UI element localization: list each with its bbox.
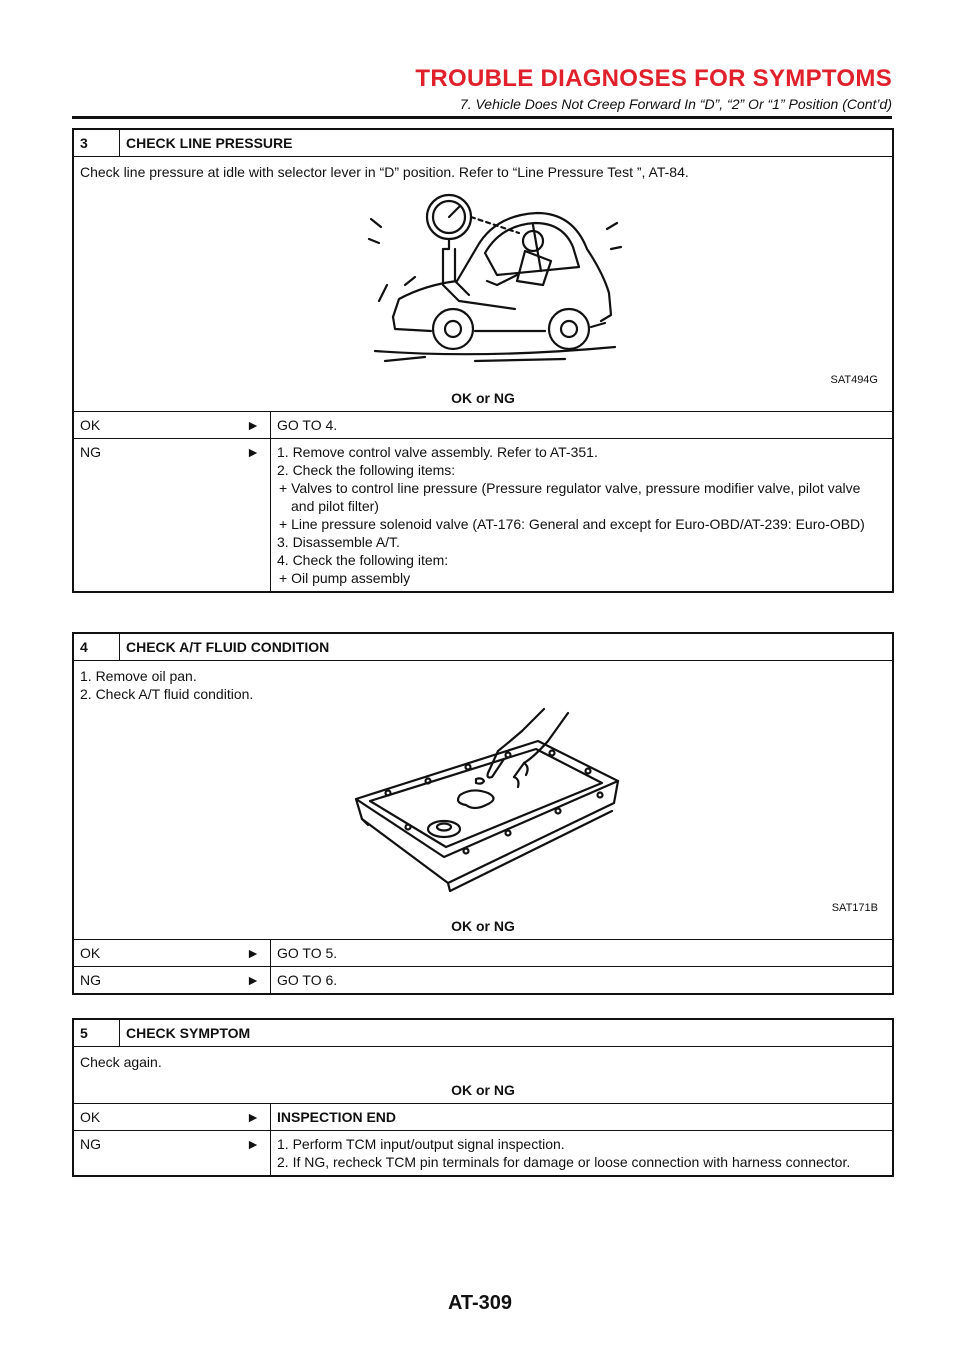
page-number: AT-309 [447,1292,513,1314]
section-5-header [74,1020,892,1047]
car-pressure-gauge-illustration [365,189,625,385]
section-3-title: CHECK LINE PRESSURE [126,135,293,151]
row-result: GO TO 5. [277,945,338,961]
row-result-line: 4. Check the following item: [277,552,449,568]
arrow-right-icon: ► [246,1136,260,1152]
section-5-row-ng [74,1130,892,1175]
arrow-right-icon: ► [246,945,260,961]
row-result-bullet: + Line pressure solenoid valve (AT-176: General and except for Euro-OBD/AT-239: Euro-OBD) [279,516,865,532]
section-3-header [74,130,892,157]
section-4-figure-code: SAT171B [831,902,878,914]
section-5-title: CHECK SYMPTOM [126,1025,251,1041]
row-result-line: 2. If NG, recheck TCM pin terminals for damage or loose connection with harness connector. [277,1154,851,1170]
section-3-figure [80,181,886,389]
row-result: GO TO 4. [277,417,338,433]
page-title: TROUBLE DIAGNOSES FOR SYMPTOMS [415,65,892,92]
row-label: OK [80,417,101,433]
page-header [72,66,892,112]
section-4-text-line: 1. Remove oil pan. [80,668,197,684]
arrow-right-icon: ► [246,417,260,433]
section-3-row-ok [74,411,892,438]
header-rule [72,116,892,119]
section-4-ok-or-ng: OK or NG [451,918,515,934]
arrow-right-icon: ► [246,1109,260,1125]
section-5-text: Check again. [80,1054,162,1070]
row-label: OK [80,945,101,961]
section-4-number: 4 [74,634,120,660]
section-4-row-ng [74,966,892,993]
section-4-figure [80,703,886,917]
row-label: NG [80,444,101,460]
section-3-text: Check line pressure at idle with selector lever in “D” position. Refer to “Line Pressure Test ”, AT-84. [80,164,689,180]
row-result-line: 3. Disassemble A/T. [277,534,400,550]
section-5-number: 5 [74,1020,120,1046]
row-result-line: 1. Perform TCM input/output signal inspection. [277,1136,565,1152]
row-label: NG [80,972,101,988]
row-label: OK [80,1109,101,1125]
row-result-line: 2. Check the following items: [277,462,456,478]
arrow-right-icon: ► [246,972,260,988]
oil-pan-illustration [348,707,628,907]
section-4 [72,632,894,995]
section-3-number: 3 [74,130,120,156]
section-5-ok-or-ng: OK or NG [451,1082,515,1098]
section-4-title: CHECK A/T FLUID CONDITION [126,639,330,655]
arrow-right-icon: ► [246,444,260,460]
section-5-row-ok [74,1103,892,1130]
row-result: INSPECTION END [277,1109,397,1125]
section-4-text-line: 2. Check A/T fluid condition. [80,686,254,702]
section-3-row-ng [74,438,892,591]
section-4-body [74,661,892,939]
section-3-body [74,157,892,411]
row-result-line: 1. Remove control valve assembly. Refer to AT-351. [277,444,598,460]
section-4-header [74,634,892,661]
section-3-ok-or-ng: OK or NG [451,390,515,406]
page-subtitle: 7. Vehicle Does Not Creep Forward In “D”, “2” Or “1” Position (Cont’d) [459,96,892,112]
section-4-row-ok [74,939,892,966]
section-5 [72,1018,894,1177]
section-3 [72,128,894,593]
section-3-figure-code: SAT494G [830,374,878,386]
row-result: GO TO 6. [277,972,338,988]
row-result-bullet: + Valves to control line pressure (Pressure regulator valve, pressure modifier valve, pilot valve and pilot filter) [279,480,861,514]
row-result-bullet: + Oil pump assembly [279,570,411,586]
section-5-body [74,1047,892,1103]
row-label: NG [80,1136,101,1152]
